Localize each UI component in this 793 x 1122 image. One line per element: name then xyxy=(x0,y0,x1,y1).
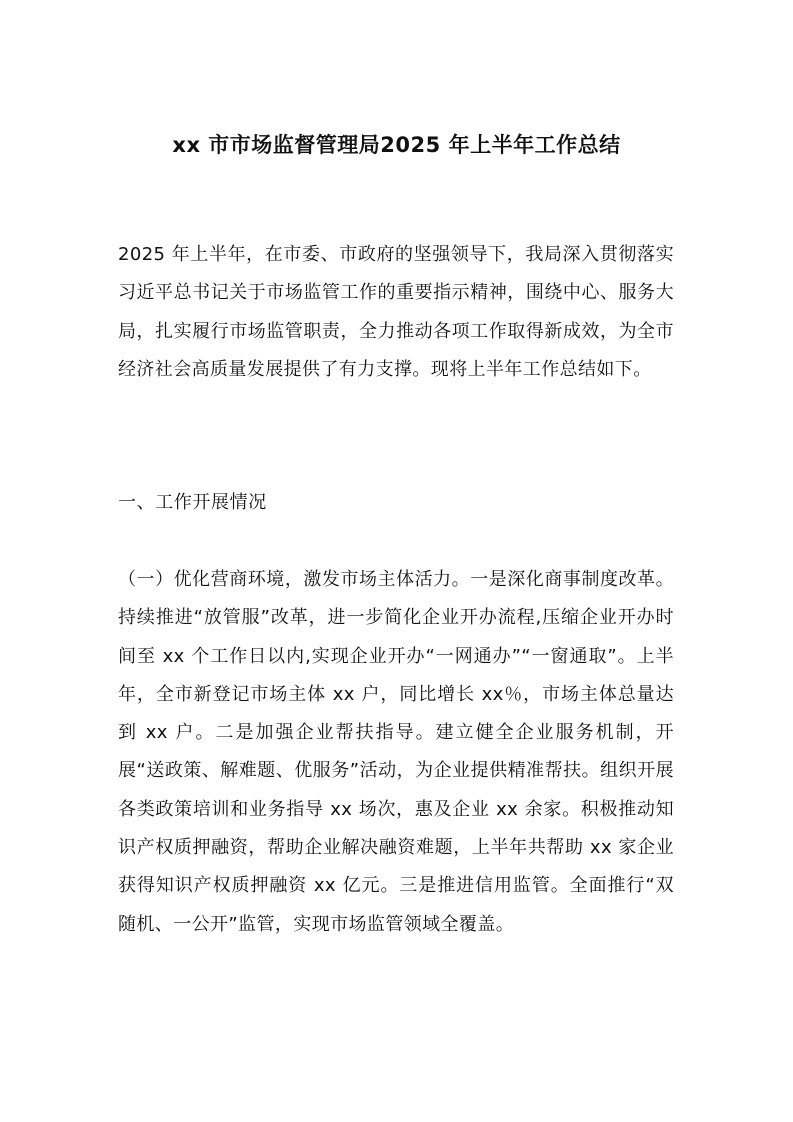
section-heading: 一、工作开展情况 xyxy=(118,492,267,513)
section-1-paragraph: （一）优化营商环境，激发市场主体活力。一是深化商事制度改革。持续推进“放管服”改革，进一步简化企业开办流程,压缩企业开办时间至 xx 个工作日以内,实现企业开办“一网通办”“一窗通取”。上半年，全市新登记市场主体 xx 户，同比增长 xx％，市场主体总量达到 xx 户。二是加强企业帮扶指导。建立健全企业服务机制，开展“送政策、解难题、优服务”活动，为企业提供精准帮扶。组织开展各类政策培训和业务指导 xx 场次，惠及企业 xx 余家。积极推动知识产权质押融资，帮助企业解决融资难题，上半年共帮助 xx 家企业获得知识产权质押融资 xx 亿元。三是推进信用监管。全面推行“双随机、一公开”监管，实现市场监管领域全覆盖。 xyxy=(118,569,674,935)
document-title: xx 市市场监督管理局2025 年上半年工作总结 xyxy=(172,133,621,157)
intro-paragraph: 2025 年上半年，在市委、市政府的坚强领导下，我局深入贯彻落实习近平总书记关于市场监管工作的重要指示精神，围绕中心、服务大局，扎实履行市场监管职责，全力推动各项工作取得新成效，为全市经济社会高质量发展提供了有力支撑。现将上半年工作总结如下。 xyxy=(118,244,674,380)
